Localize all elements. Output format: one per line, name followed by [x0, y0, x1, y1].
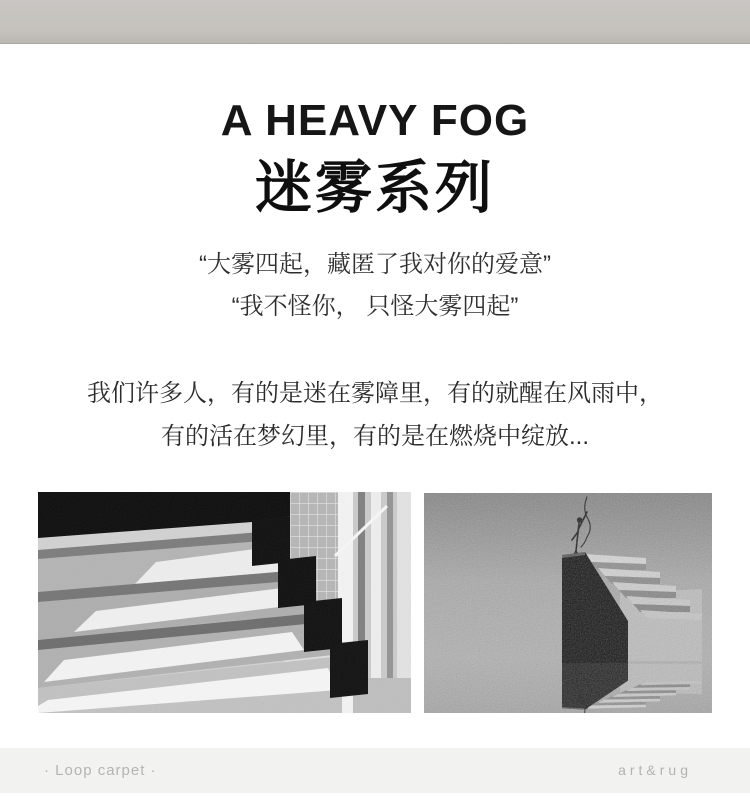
description-line-1: 我们许多人，有的是迷在雾障里，有的就醒在风雨中，: [87, 380, 663, 407]
tiny-figure: [572, 497, 590, 556]
quote-block: [0, 244, 750, 328]
footer-collection-label: · Loop carpet ·: [44, 762, 157, 779]
staircase-photo-graphic: [38, 492, 411, 713]
series-title-zh: 迷雾系列: [255, 156, 495, 220]
quote-line-1: “大雾四起，藏匿了我对你的爱意”: [199, 251, 551, 278]
quote-line-2: “我不怪你， 只怪大雾四起”: [231, 293, 519, 320]
staircase-photo: [38, 492, 411, 713]
footer-brand-label: art&rug: [618, 762, 692, 778]
series-title-en: A HEAVY FOG: [220, 96, 530, 145]
mirrored-staircase-artwork: [424, 493, 712, 713]
footer-bar: [0, 748, 750, 793]
staircase-structure: [562, 552, 702, 663]
description-line-2: 有的活在梦幻里，有的是在燃烧中绽放...: [160, 423, 589, 450]
top-photo-edge-strip: [0, 0, 750, 44]
mirrored-staircase-graphic: [424, 493, 712, 713]
description-block: [0, 372, 750, 458]
